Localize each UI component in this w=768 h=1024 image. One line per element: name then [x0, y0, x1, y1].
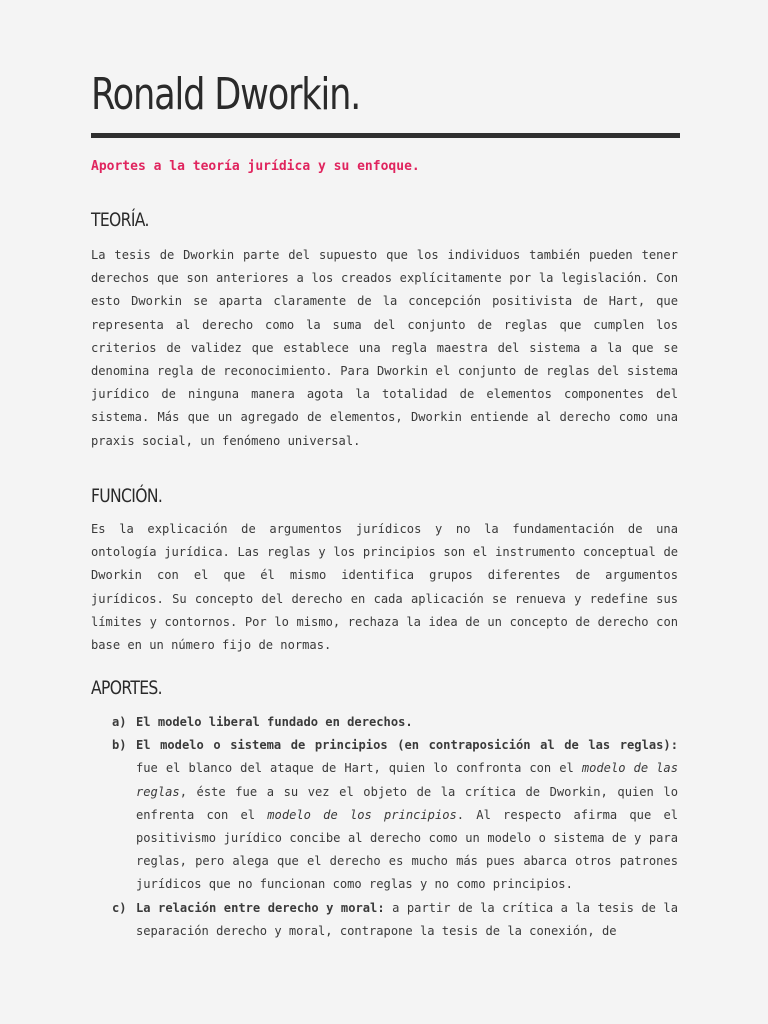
page-title: Ronald Dworkin. — [91, 69, 361, 120]
section-heading-funcion: FUNCIÓN. — [91, 485, 163, 507]
list-marker: b) — [112, 738, 127, 753]
section-body-teoria: La tesis de Dworkin parte del supuesto que los individuos también pueden tener derechos que son anteriores a los creados explícitamente por la legislación. Con esto Dworkin se aparta claramente de la concepción positivista de Hart, que representa al derecho como la suma del conjunto de reglas que cumplen los criterios de validez que establece una regla maestra del sistema a la que se denomina regla de reconocimiento. Para Dworkin el conjunto de reglas del sistema jurídico de ninguna manera agota la totalidad de elementos componentes del sistema. Más que un agregado de elementos, Dworkin entiende al derecho como una praxis social, un fenómeno universal. — [91, 248, 678, 448]
section-body-funcion: Es la explicación de argumentos jurídicos y no la fundamentación de una ontología jurídica. Las reglas y los principios son el instrumento conceptual de Dworkin con el que él mismo identifica grupos diferentes de argumentos jurídicos. Su concepto del derecho en cada aplicación se renueva y redefine sus límites y contornos. Por lo mismo, rechaza la idea de un concepto de derecho con base en un número fijo de normas. — [91, 522, 678, 653]
list-item — [91, 734, 678, 896]
list-marker: a) — [112, 715, 127, 729]
list-item-text: . Al respecto afirma que el positivismo jurídico concibe al derecho como un modelo o sistema de y para reglas, pero alega que el derecho es mucho más pues abarca otros patrones jurídicos que no funcionan como reglas y no como principios. — [136, 807, 679, 892]
list-item-lead: La relación entre derecho y moral: — [136, 900, 385, 915]
aportes-list — [91, 711, 678, 943]
list-item-lead: El modelo o sistema de principios (en contraposición al de las reglas): — [136, 738, 678, 753]
list-item-lead: El modelo liberal fundado en derechos. — [136, 715, 413, 729]
document-subtitle: Aportes a la teoría jurídica y su enfoque. — [91, 159, 420, 174]
list-marker: c) — [112, 900, 127, 915]
title-divider — [91, 133, 680, 138]
section-heading-teoria: TEORÍA. — [91, 209, 149, 231]
list-item — [91, 897, 678, 943]
list-item-emphasis: modelo de los principios — [267, 807, 457, 822]
list-item-text: fue el blanco del ataque de Hart, quien lo confronta con el — [136, 761, 582, 776]
list-item-text: a partir de la crítica a la tesis de la separación derecho y moral, contrapone la tesis de la conexión, de — [136, 900, 678, 938]
section-heading-aportes: APORTES. — [91, 677, 162, 699]
list-item — [91, 711, 678, 734]
list-item-text: , éste fue a su vez el objeto de la crítica de Dworkin, quien lo enfrenta con el — [136, 784, 678, 822]
list-item-emphasis: modelo de las reglas — [136, 761, 678, 799]
